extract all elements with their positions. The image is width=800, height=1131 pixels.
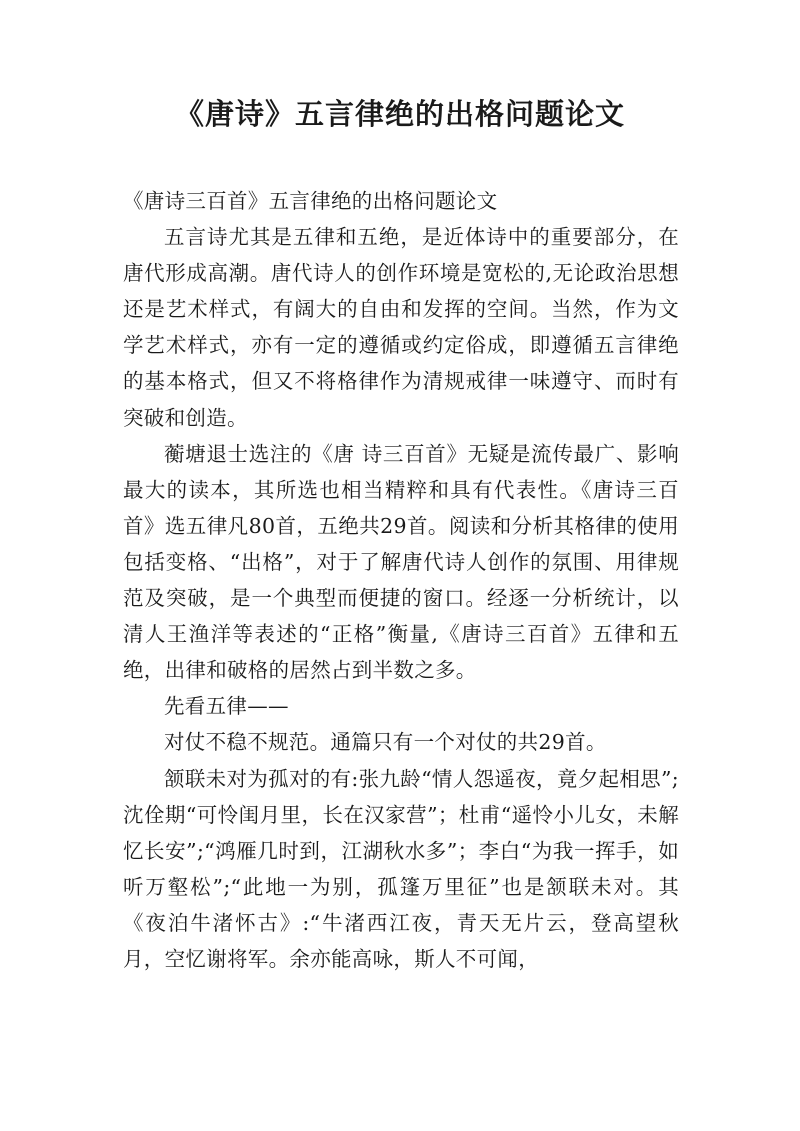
document-title: 《唐诗》五言律绝的出格问题论文 xyxy=(174,97,625,131)
paragraph-intro: 五言诗尤其是五律和五绝，是近体诗中的重要部分，在唐代形成高潮。唐代诗人的创作环境是宽松的,无论政治思想还是艺术样式，有阔大的自由和发挥的空间。当然，作为文学艺术样式，亦有一定的遵循或约定俗成，即遵循五言律绝的基本格式，但又不将格律作为清规戒律一味遵守、而时有突破和创造。 xyxy=(123,225,679,430)
document-body xyxy=(123,183,679,977)
paragraph-wulv-heading: 先看五律—— xyxy=(164,694,289,719)
paragraph-selection: 蘅塘退士选注的《唐 诗三百首》无疑是流传最广、影响最大的读本，其所选也相当精粹和具有代表性。《唐诗三百首》选五律凡80首，五绝共29首。阅读和分析其格律的使用包括变格、“出格”，对于了解唐代诗人创作的氛围、用律规范及突破，是一个典型而便捷的窗口。经逐一分析统计，以清人王渔洋等表述的“正格”衡量,《唐诗三百首》五律和五绝，出律和破格的居然占到半数之多。 xyxy=(123,441,679,683)
document-subtitle: 《唐诗三百首》五言律绝的出格问题论文 xyxy=(123,189,498,213)
paragraph-hanlian: 颔联未对为孤对的有:张九龄“情人怨遥夜，竟夕起相思”;沈佺期“可怜闺月里，长在汉家营”；杜甫“遥怜小儿女，未解忆长安”;“鸿雁几时到，江湖秋水多”；李白“为我一挥手，如听万壑松”;“此地一为别，孤篷万里征”也是颔联未对。其《夜泊牛渚怀古》:“牛渚西江夜，青天无片云，登高望秋月，空忆谢将军。余亦能高咏，斯人不可闻， xyxy=(123,766,679,971)
paragraph-duizhang: 对仗不稳不规范。通篇只有一个对仗的共29首。 xyxy=(164,730,607,755)
